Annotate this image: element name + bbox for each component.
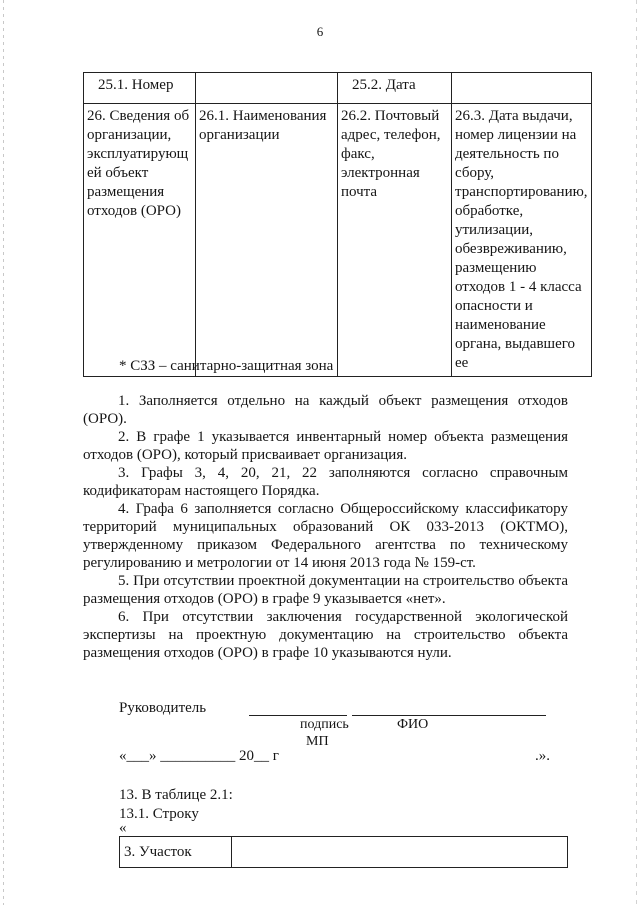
opening-quote: « (119, 820, 127, 836)
instruction-item: 3. Графы 3, 4, 20, 21, 22 заполняются согласно справочным кодификаторам настоящего Порядка. (83, 465, 568, 499)
cell-number-value (196, 73, 338, 104)
fio-caption: ФИО (397, 717, 429, 732)
cell-date-label: 25.2. Дата (338, 73, 452, 104)
signature-line (249, 715, 347, 716)
section-13-1-heading: 13.1. Строку (119, 806, 199, 822)
cell-contacts-label: 26.2. Почтовый адрес, телефон, факс, электронная почта (338, 104, 452, 377)
section-13-heading: 13. В таблице 2.1: (119, 787, 233, 803)
cell-org-info-label: 26. Сведения об организации, эксплуатирующ ей объект размещения отходов (ОРО) (84, 104, 196, 377)
cell-section-label: 3. Участок (120, 837, 232, 868)
signature-caption: подпись (300, 717, 349, 732)
table-row (84, 73, 592, 104)
instruction-item: 5. При отсутствии проектной документации на строительство объекта размещения отходов (ОРО) в графе 9 указывается «нет». (83, 573, 568, 607)
cell-org-name-label: 26.1. Наименования организации (196, 104, 338, 377)
head-label: Руководитель (119, 700, 207, 716)
cell-date-value (452, 73, 592, 104)
instructions-list (83, 392, 568, 662)
scan-edge-left (3, 0, 4, 905)
section-13 (119, 786, 233, 824)
cell-license-label: 26.3. Дата выдачи, номер лицензии на деятельность по сбору, транспортированию, обработке, утилизации, обезвреживанию, размещению отходов 1 - 4 класса опасности и наименование органа, выдавшего ее (452, 104, 592, 377)
cell-number-label: 25.1. Номер (84, 73, 196, 104)
section-table (119, 836, 568, 868)
date-line: «___» __________ 20__ г (119, 748, 279, 764)
instruction-item: 2. В графе 1 указывается инвентарный номер объекта размещения отходов (ОРО), который присваивает организация. (83, 429, 568, 463)
organization-info-table (83, 72, 592, 377)
instruction-item: 1. Заполняется отдельно на каждый объект размещения отходов (ОРО). (83, 393, 568, 427)
instruction-item: 4. Графа 6 заполняется согласно Общероссийскому классификатору территорий муниципальных образований ОК 033-2013 (ОКТМО), утвержденному приказом Федерального агентства по техническому регулированию и метрологии от 14 июня 2013 года № 159-ст. (83, 501, 568, 571)
cell-section-value (232, 837, 568, 868)
scan-edge-right (636, 0, 637, 905)
stamp-caption: МП (306, 734, 329, 749)
table-row (84, 104, 592, 377)
name-line (352, 715, 546, 716)
page-number: 6 (316, 24, 324, 39)
closing-mark: .». (535, 748, 550, 764)
instruction-item: 6. При отсутствии заключения государственной экологической экспертизы на проектную документацию на строительство объекта размещения отходов (ОРО) в графе 10 указываются нули. (83, 609, 568, 661)
table-row (120, 837, 568, 868)
footnote: * СЗЗ – санитарно-защитная зона (119, 358, 334, 374)
